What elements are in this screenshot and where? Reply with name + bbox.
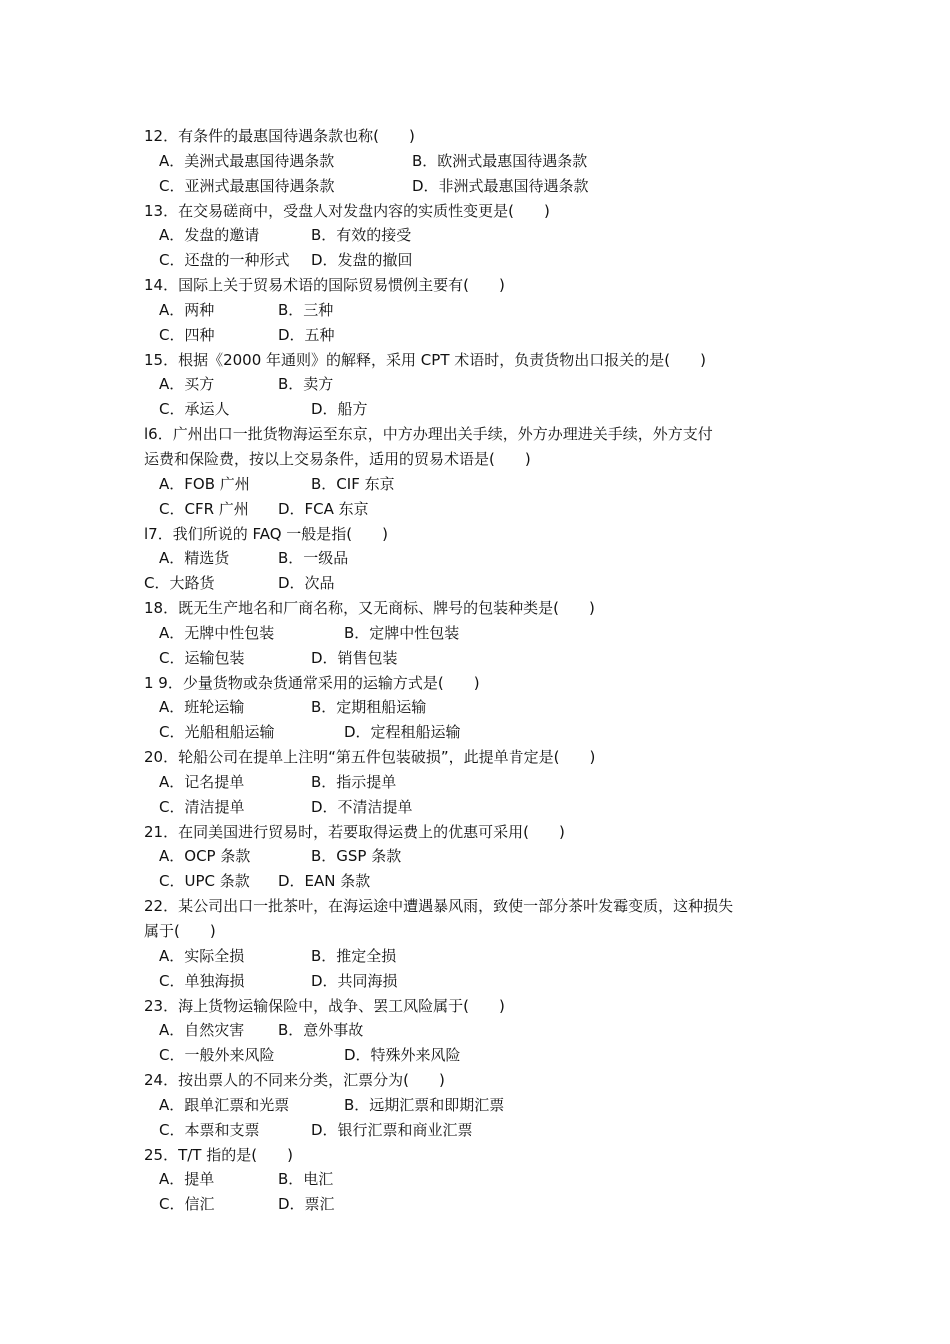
option-text: A．美洲式最惠国待遇条款: [159, 151, 335, 170]
options-row: [144, 472, 824, 497]
question-text: 运费和保险费，按以上交易条件，适用的贸易术语是( ): [144, 449, 531, 468]
question-text: 20．轮船公司在提单上注明“第五件包装破损”，此提单肯定是( ): [144, 748, 596, 767]
options-row: [144, 1018, 824, 1043]
options-row: [144, 372, 824, 397]
options-row: [144, 546, 824, 571]
options-row: [144, 844, 824, 869]
option-text: A．记名提单: [159, 772, 245, 791]
question-list: [144, 124, 824, 1217]
option-text: A．实际全损: [159, 946, 245, 965]
option-text: D．发盘的撤回: [311, 251, 413, 270]
option-text: A．买方: [159, 375, 215, 394]
question-text: l7．我们所说的 FAQ 一般是指( ): [144, 524, 389, 543]
option-text: D．票汇: [278, 1195, 335, 1214]
question-text: 21．在同美国进行贸易时，若要取得运费上的优惠可采用( ): [144, 822, 565, 841]
question-text: 13．在交易磋商中，受盘人对发盘内容的实质性变更是( ): [144, 201, 550, 220]
options-row: [144, 1118, 824, 1143]
option-text: A．班轮运输: [159, 698, 245, 717]
question-text: 12．有条件的最惠国待遇条款也称( ): [144, 127, 415, 145]
options-row: [144, 1192, 824, 1217]
option-text: C．清洁提单: [159, 797, 245, 816]
option-text: D．船方: [311, 400, 368, 419]
option-text: B．定牌中性包装: [344, 623, 460, 642]
option-text: C．四种: [159, 325, 215, 344]
option-text: A．提单: [159, 1170, 215, 1189]
options-row: [144, 795, 824, 820]
options-row: [144, 323, 824, 348]
option-text: D．EAN 条款: [278, 872, 371, 891]
option-text: B．GSP 条款: [311, 847, 402, 866]
option-text: D．定程租船运输: [344, 723, 461, 742]
option-text: A．发盘的邀请: [159, 226, 260, 245]
option-text: B．欧洲式最惠国待遇条款: [412, 151, 588, 170]
options-row: [144, 695, 824, 720]
option-text: C．信汇: [159, 1195, 215, 1214]
option-text: B．有效的接受: [311, 226, 412, 245]
option-text: B．CIF 东京: [311, 474, 395, 493]
options-row: [144, 969, 824, 994]
option-text: A．OCP 条款: [159, 847, 251, 866]
option-text: D．银行汇票和商业汇票: [311, 1120, 473, 1139]
options-row: [144, 944, 824, 969]
option-text: C．承运人: [159, 400, 230, 419]
option-text: C．单独海损: [159, 971, 245, 990]
option-text: C．本票和支票: [159, 1120, 260, 1139]
options-row: [144, 223, 824, 248]
options-row: [144, 720, 824, 745]
question-text: 属于( ): [144, 922, 216, 940]
option-text: B．三种: [278, 300, 334, 319]
option-text: C．UPC 条款: [159, 872, 250, 891]
option-text: A．跟单汇票和光票: [159, 1095, 290, 1114]
option-text: A．无牌中性包装: [159, 623, 275, 642]
option-text: D．次品: [278, 574, 335, 593]
option-text: D．不清洁提单: [311, 797, 413, 816]
option-text: A．两种: [159, 300, 215, 319]
option-text: A．精选货: [159, 549, 230, 568]
option-text: D．共同海损: [311, 971, 398, 990]
question-text: l6．广州出口一批货物海运至东京，中方办理出关手续，外方办理进关手续，外方支付: [144, 425, 713, 444]
option-text: C．CFR 广州: [159, 499, 249, 518]
option-text: B．一级品: [278, 549, 349, 568]
options-row: [144, 869, 824, 894]
option-text: B．意外事故: [278, 1021, 364, 1040]
option-text: B．电汇: [278, 1170, 334, 1189]
options-row: [144, 149, 824, 174]
option-text: B．推定全损: [311, 946, 397, 965]
option-text: C．运输包装: [159, 648, 245, 667]
option-text: C．光船租船运输: [159, 723, 275, 742]
options-row: [144, 397, 824, 422]
question-text: 23．海上货物运输保险中，战争、罢工风险属于( ): [144, 996, 505, 1015]
options-row: [144, 298, 824, 323]
options-row: [144, 621, 824, 646]
option-text: D．五种: [278, 325, 335, 344]
question-text: 18．既无生产地名和厂商名称，又无商标、牌号的包装种类是( ): [144, 599, 595, 618]
options-row: [144, 497, 824, 522]
question-text: 25．T/T 指的是( ): [144, 1145, 293, 1164]
options-row: [144, 174, 824, 199]
option-text: A．自然灾害: [159, 1021, 245, 1040]
question-text: 15．根据《2000 年通则》的解释，采用 CPT 术语时，负责货物出口报关的是( ): [144, 350, 706, 369]
question-text: 22．某公司出口一批茶叶，在海运途中遭遇暴风雨，致使一部分茶叶发霉变质，这种损失: [144, 897, 734, 916]
option-text: D．销售包装: [311, 648, 398, 667]
options-row: [144, 1043, 824, 1068]
options-row: [144, 770, 824, 795]
options-row: [144, 646, 824, 671]
option-text: D．FCA 东京: [278, 499, 369, 518]
option-text: C．大路货: [144, 574, 215, 593]
question-text: 24．按出票人的不同来分类，汇票分为( ): [144, 1071, 445, 1090]
options-row: [144, 571, 824, 596]
option-text: D．非洲式最惠国待遇条款: [412, 176, 589, 195]
options-row: [144, 248, 824, 273]
option-text: C．一般外来风险: [159, 1046, 275, 1065]
question-text: 14．国际上关于贸易术语的国际贸易惯例主要有( ): [144, 276, 505, 295]
option-text: C．还盘的一种形式: [159, 251, 290, 270]
options-row: [144, 1093, 824, 1118]
option-text: B．远期汇票和即期汇票: [344, 1095, 505, 1114]
option-text: D．特殊外来风险: [344, 1046, 461, 1065]
options-row: [144, 1167, 824, 1192]
question-text: 1 9．少量货物或杂货通常采用的运输方式是( ): [144, 673, 480, 692]
option-text: C．亚洲式最惠国待遇条款: [159, 176, 335, 195]
option-text: B．定期租船运输: [311, 698, 427, 717]
option-text: B．指示提单: [311, 772, 397, 791]
option-text: B．卖方: [278, 375, 334, 394]
option-text: A．FOB 广州: [159, 474, 250, 493]
